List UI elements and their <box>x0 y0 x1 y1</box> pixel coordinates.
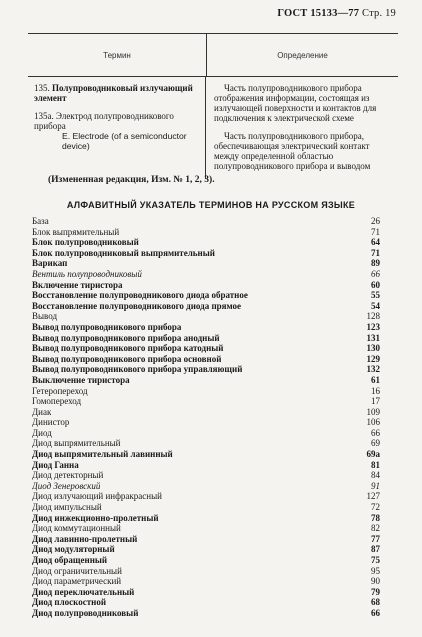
index-number: 75 <box>371 555 380 565</box>
index-term: Диод переключательный <box>32 586 135 597</box>
index-number: 17 <box>371 396 380 407</box>
index-entry <box>32 481 380 492</box>
index-entry <box>32 258 380 269</box>
index-entry <box>32 354 380 365</box>
index-term: Выключение тиристора <box>32 374 130 385</box>
index-entry <box>32 544 380 555</box>
index-entry <box>32 523 380 534</box>
index-title: АЛФАВИТНЫЙ УКАЗАТЕЛЬ ТЕРМИНОВ НА РУССКОМ ЯЗЫКЕ <box>66 200 356 210</box>
index-entry <box>32 597 380 608</box>
index-term: Вывод полупроводникового прибора анодный <box>32 332 220 343</box>
index-entry <box>32 513 380 524</box>
index-number: 91 <box>371 480 380 491</box>
index-term: Вывод <box>32 311 58 322</box>
index-entry <box>32 502 380 513</box>
index-entry <box>32 534 380 545</box>
terms-table <box>28 33 398 179</box>
index-number: 87 <box>371 544 380 555</box>
index-term: Диод параметрический <box>32 576 122 587</box>
index-term: Диод выпрямительный <box>32 438 121 449</box>
index-term: Варикап <box>32 258 68 269</box>
index-number: 72 <box>371 502 380 513</box>
index-entry <box>32 322 380 333</box>
index-entry <box>32 301 380 312</box>
term-135 <box>34 83 201 103</box>
index-number: 66 <box>371 268 380 279</box>
index-number: 69 <box>371 438 380 449</box>
index-number: 127 <box>366 491 380 502</box>
index-entry <box>32 491 380 502</box>
index-entry <box>32 449 380 460</box>
index-number: 66 <box>371 607 380 618</box>
table-header <box>28 34 398 77</box>
index-entry <box>32 460 380 471</box>
index-number: 131 <box>366 332 380 343</box>
index-number: 89 <box>371 258 380 269</box>
column-header-definition: Определение <box>277 50 328 60</box>
index-number: 109 <box>366 406 380 417</box>
index-number: 77 <box>371 533 380 544</box>
index-number: 61 <box>371 374 380 385</box>
index-term: Диод ограничительный <box>32 565 122 576</box>
index-number: 64 <box>371 237 380 248</box>
index-term: Диод детекторный <box>32 470 104 481</box>
index-term: Динистор <box>32 417 70 428</box>
index-term: Диод выпрямительный лавинный <box>32 449 173 460</box>
index-term: Восстановление полупроводникового диода обратное <box>32 290 248 301</box>
index-term: Диод импульсный <box>32 502 102 513</box>
index-number: 90 <box>371 576 380 587</box>
index-entry <box>32 237 380 248</box>
index-entry <box>32 576 380 587</box>
index-term: Блок выпрямительный <box>32 226 120 237</box>
index-term: Диод плоскостной <box>32 597 107 608</box>
column-header-term: Термин <box>28 34 207 76</box>
index-number: 55 <box>371 290 380 301</box>
index-entry <box>32 227 380 238</box>
index-term: Диод Зенеровский <box>32 480 101 491</box>
index-number: 106 <box>366 417 380 428</box>
index-entry <box>32 587 380 598</box>
index-term: Диод инжекционно-пролетный <box>32 512 159 523</box>
index-term: Вентиль полупроводниковый <box>32 268 142 279</box>
index-number: 71 <box>371 226 380 237</box>
index-entry <box>32 280 380 291</box>
index-number: 128 <box>366 311 380 322</box>
index-entry <box>32 386 380 397</box>
table-body <box>28 77 398 179</box>
index-term: Восстановление полупроводникового диода прямое <box>32 300 242 311</box>
index-entry <box>32 608 380 619</box>
index-number: 129 <box>366 353 380 364</box>
index-entry <box>32 269 380 280</box>
index-term: Диак <box>32 406 52 417</box>
index-term: Гомопереход <box>32 396 82 407</box>
alphabetical-index <box>32 216 380 619</box>
index-entry <box>32 407 380 418</box>
index-entry <box>32 396 380 407</box>
index-term: Диод коммутационный <box>32 523 121 534</box>
index-entry <box>32 375 380 386</box>
index-entry <box>32 470 380 481</box>
term-title: Полупроводниковый излучающий элемент <box>34 83 193 103</box>
index-entry <box>32 428 380 439</box>
index-term: Диод Ганна <box>32 459 79 470</box>
index-entry <box>32 417 380 428</box>
index-number: 130 <box>366 343 380 354</box>
index-entry <box>32 364 380 375</box>
index-number: 68 <box>371 597 380 608</box>
index-entry <box>32 343 380 354</box>
index-number: 26 <box>371 216 380 226</box>
index-term: Блок полупроводниковый <box>32 237 139 248</box>
index-entry <box>32 216 380 227</box>
index-number: 123 <box>366 321 380 332</box>
term-135a <box>34 111 201 151</box>
index-term: Диод <box>32 427 52 438</box>
term-title: Электрод полупроводникового прибора <box>34 111 174 131</box>
index-term: Гетеропереход <box>32 385 88 396</box>
index-term: Вывод полупроводникового прибора катодный <box>32 343 224 354</box>
index-term: Диод полупроводниковый <box>32 607 139 618</box>
standard-code: ГОСТ 15133—77 <box>277 8 360 19</box>
index-entry <box>32 248 380 259</box>
index-number: 82 <box>371 523 380 534</box>
index-number: 84 <box>371 470 380 481</box>
index-number: 60 <box>371 279 380 290</box>
index-term: Вывод полупроводникового прибора основной <box>32 353 222 364</box>
index-entry <box>32 311 380 322</box>
index-number: 66 <box>371 427 380 438</box>
index-term: База <box>32 216 49 226</box>
index-entry <box>32 555 380 566</box>
page-header <box>277 8 396 19</box>
index-number: 81 <box>371 459 380 470</box>
index-entry <box>32 438 380 449</box>
index-entry <box>32 566 380 577</box>
index-entry <box>32 290 380 301</box>
amendment-note: (Измененная редакция, Изм. № 1, 2, 3). <box>48 175 215 185</box>
index-number: 132 <box>366 364 380 375</box>
definitions-column <box>206 77 398 179</box>
page-number: Стр. 19 <box>362 8 396 19</box>
term-english: E. Electrode (of a semiconductor device) <box>62 131 187 151</box>
index-term: Диод излучающий инфракрасный <box>32 491 162 502</box>
index-number: 78 <box>371 512 380 523</box>
index-term: Диод модуляторный <box>32 544 115 555</box>
definition-135a: Часть полупроводникового прибора, обеспечивающая электрический контакт между определенной областью полупроводникового прибора и выводом <box>214 131 371 171</box>
index-term: Блок полупроводниковый выпрямительный <box>32 247 215 258</box>
index-number: 69а <box>366 449 380 460</box>
index-term: Диод обращенный <box>32 555 108 565</box>
term-number: 135. <box>34 83 50 93</box>
term-number: 135а. <box>34 111 54 121</box>
index-term: Вывод полупроводникового прибора управляющий <box>32 364 243 375</box>
index-number: 16 <box>371 385 380 396</box>
index-entry <box>32 333 380 344</box>
index-number: 54 <box>371 300 380 311</box>
terms-column <box>28 77 206 179</box>
index-number: 79 <box>371 586 380 597</box>
index-number: 71 <box>371 247 380 258</box>
definition-135: Часть полупроводникового прибора отображения информации, состоящая из излучающей поверхности и контактов для подключения к электрической схеме <box>214 83 377 123</box>
index-term: Вывод полупроводникового прибора <box>32 321 182 332</box>
index-number: 95 <box>371 565 380 576</box>
index-term: Включение тиристора <box>32 279 123 290</box>
index-term: Диод лавинно-пролетный <box>32 533 138 544</box>
